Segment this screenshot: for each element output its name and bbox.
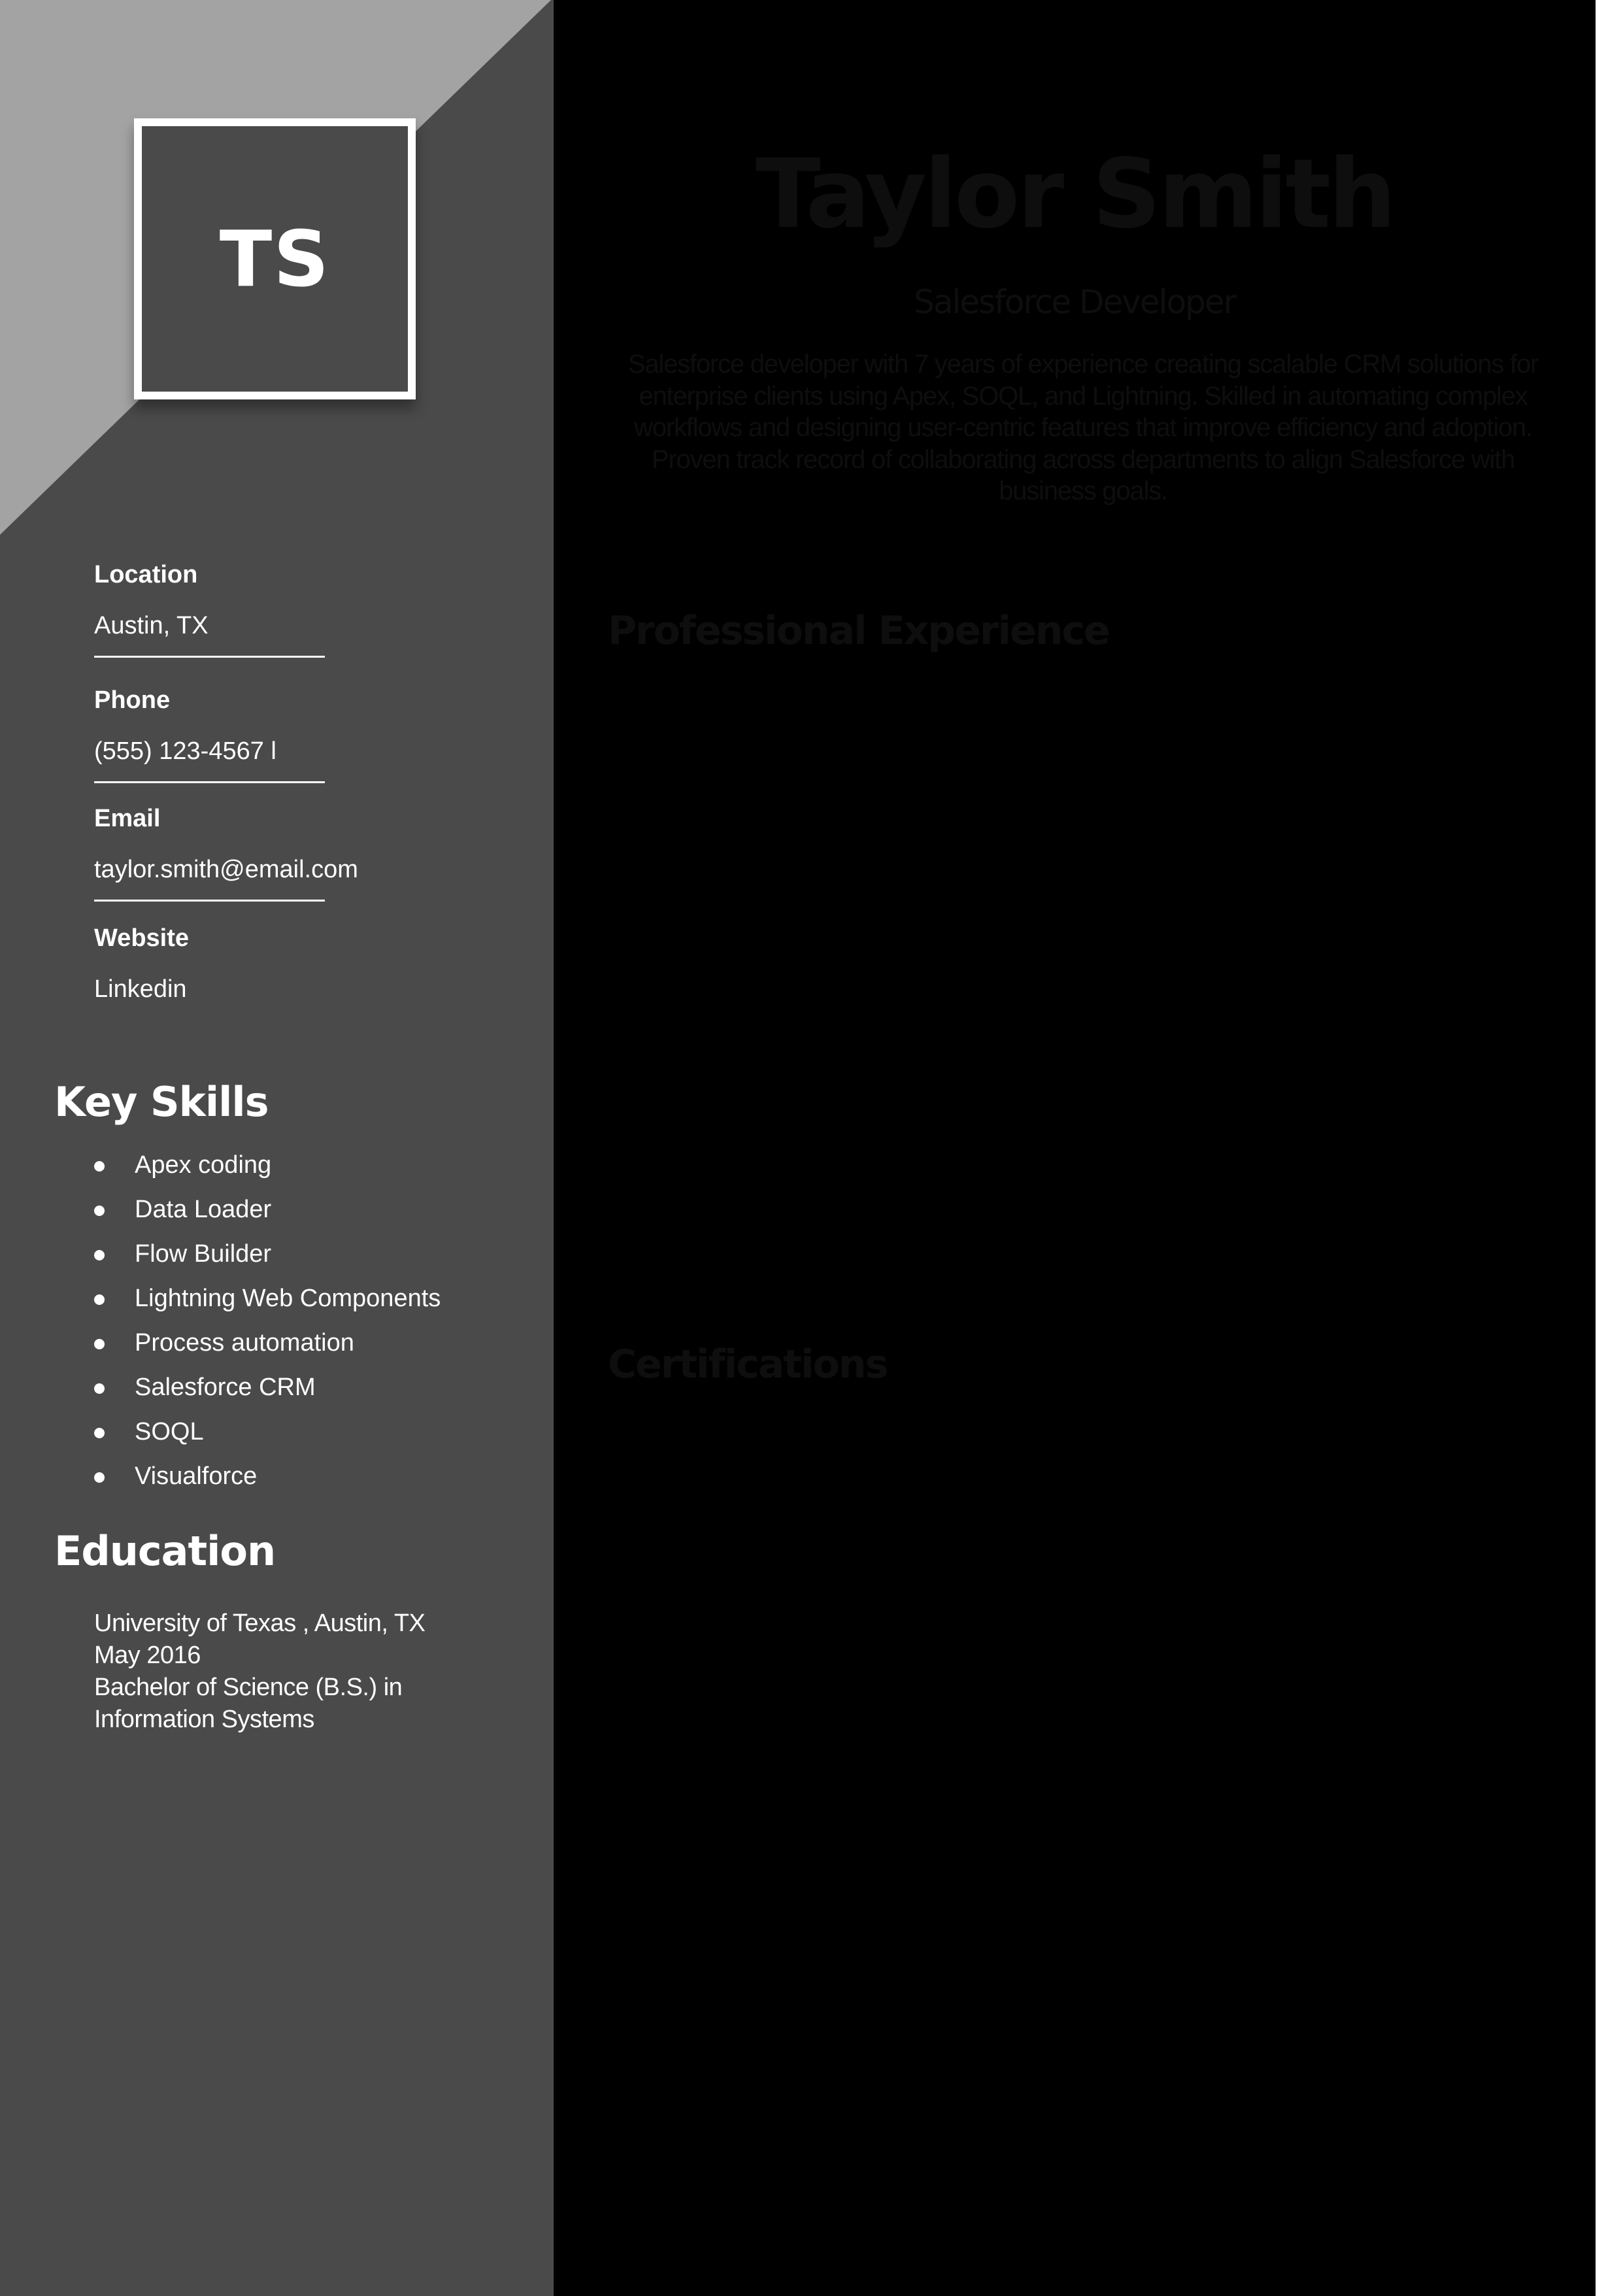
- contact-label: Location: [94, 561, 198, 588]
- monogram-initials: TS: [219, 214, 331, 304]
- divider: [94, 781, 325, 783]
- main-content: [554, 0, 1596, 2296]
- bullet-icon: [94, 1206, 105, 1216]
- certifications-heading: Certifications: [608, 1342, 888, 1387]
- contact-label: Email: [94, 805, 161, 832]
- bullet-icon: [94, 1428, 105, 1438]
- page-right-margin: [1596, 0, 1623, 2296]
- education-heading: Education: [54, 1527, 276, 1575]
- skill-label: Visualforce: [135, 1462, 258, 1490]
- bullet-icon: [94, 1161, 105, 1172]
- divider: [94, 900, 325, 902]
- contact-label: Phone: [94, 686, 171, 714]
- skill-label: Salesforce CRM: [135, 1374, 316, 1401]
- skill-label: SOQL: [135, 1418, 204, 1445]
- education-degree-field: Information Systems: [94, 1706, 314, 1733]
- education-entry: [94, 1608, 512, 1736]
- website-link[interactable]: Linkedin: [94, 975, 187, 1003]
- skill-label: Flow Builder: [135, 1240, 272, 1268]
- bullet-icon: [94, 1250, 105, 1260]
- experience-heading: Professional Experience: [608, 608, 1109, 654]
- divider: [94, 656, 325, 658]
- sidebar: [0, 0, 554, 2296]
- skills-heading: Key Skills: [54, 1078, 269, 1126]
- candidate-name: Taylor Smith: [755, 139, 1394, 250]
- skill-label: Process automation: [135, 1329, 354, 1357]
- education-degree: Bachelor of Science (B.S.) in: [94, 1674, 403, 1701]
- education-school: University of Texas , Austin, TX: [94, 1610, 426, 1637]
- contact-value: (555) 123-4567 l: [94, 737, 276, 765]
- bullet-icon: [94, 1339, 105, 1349]
- contact-value[interactable]: taylor.smith@email.com: [94, 856, 358, 883]
- profile-summary: Salesforce developer with 7 years of experience creating scalable CRM solutions for enterprise clients using Apex, SOQL, and Lightning. Skilled in automating complex workflows and designing user-centric features that improve efficiency and adoption. Proven track record of collaborating across departments to align Salesforce with business goals.: [627, 350, 1539, 505]
- job-title: Salesforce Developer: [913, 283, 1236, 321]
- skill-label: Lightning Web Components: [135, 1285, 441, 1312]
- skill-label: Data Loader: [135, 1196, 272, 1223]
- bullet-icon: [94, 1472, 105, 1483]
- education-date: May 2016: [94, 1642, 201, 1669]
- bullet-icon: [94, 1294, 105, 1305]
- monogram-badge: [134, 118, 416, 399]
- skill-label: Apex coding: [135, 1151, 272, 1179]
- contact-label: Website: [94, 924, 190, 952]
- bullet-icon: [94, 1383, 105, 1394]
- contact-value: Austin, TX: [94, 612, 209, 639]
